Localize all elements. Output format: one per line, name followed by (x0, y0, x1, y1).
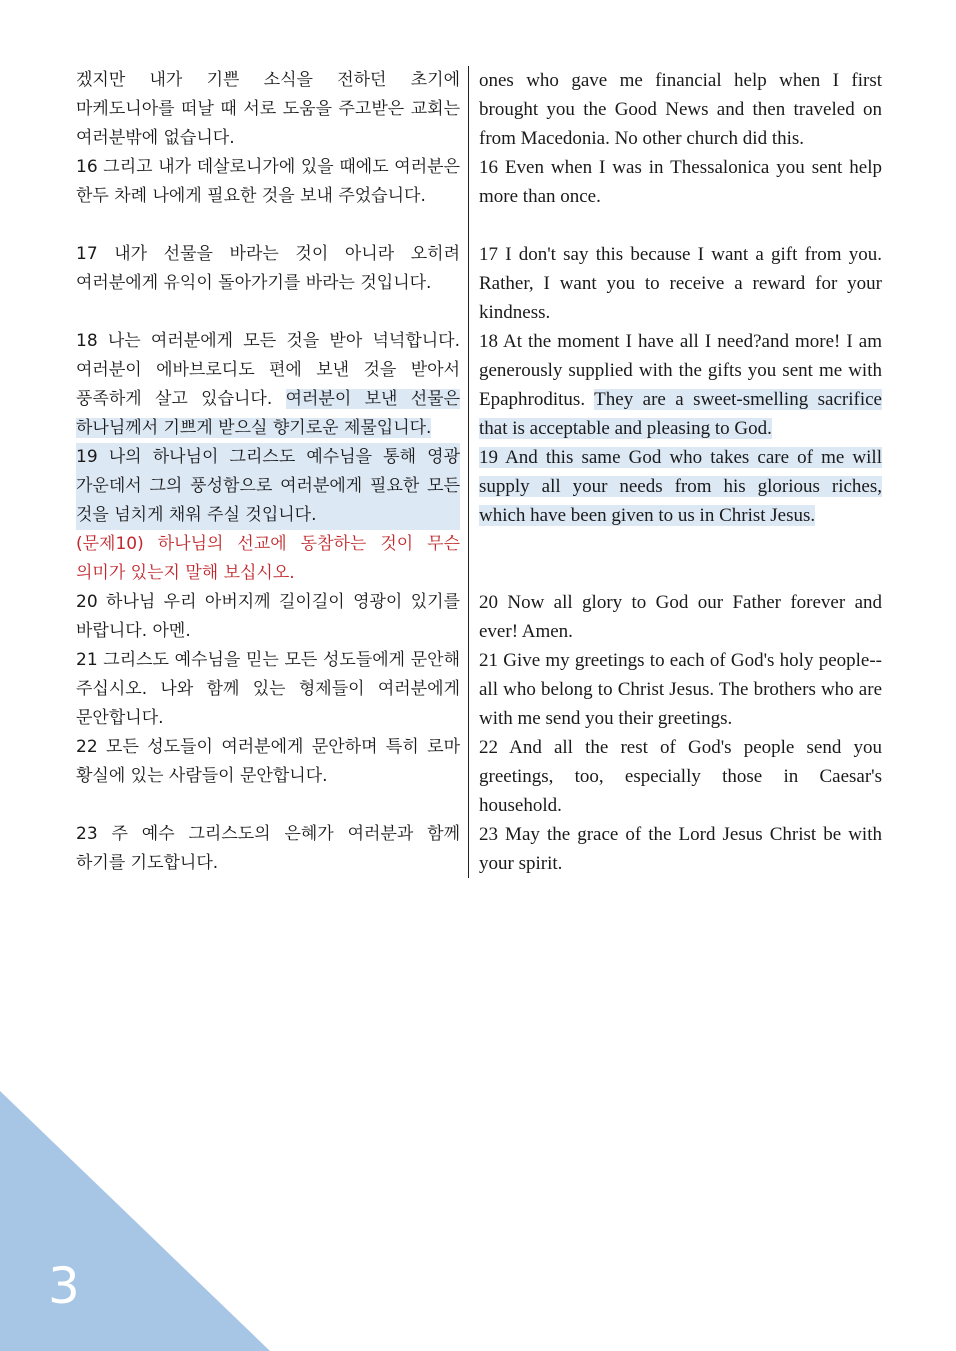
english-text: 23 May the grace of the Lord Jesus Christ be with your spirit. (468, 820, 882, 878)
verse-pair-21 (76, 646, 882, 733)
verse-pair-23 (76, 820, 882, 878)
verse-pair-17 (76, 240, 882, 327)
blank-line (479, 530, 882, 559)
highlighted-text: 19 And this same God who takes care of me will supply all your needs from his glorious riches, which have been given to us in Christ Jesus. (479, 447, 882, 526)
english-text: ones who gave me financial help when I first brought you the Good News and then traveled on from Macedonia. No other church did this. (468, 66, 882, 153)
verse-pair-18-19 (76, 327, 882, 588)
verse-18-text: 18 나는 여러분에게 모든 것을 받아 넉넉합니다. 여러분이 에바브로디도 편에 보낸 것을 받아서 풍족하게 살고 있습니다. (76, 331, 460, 409)
korean-text: 겠지만 내가 기쁜 소식을 전하던 초기에 마케도니아를 떠날 때 서로 도움을 주고받은 교회는 여러분밖에 없습니다. (76, 70, 460, 148)
verse-18-text: 18 At the moment I have all I need?and more! I am generously supplied with the gifts you sent me with Epaphroditus. (479, 331, 882, 410)
korean-text: 16 그리고 내가 데살로니가에 있을 때에도 여러분은 한두 차례 나에게 필요한 것을 보내 주었습니다. (76, 157, 460, 206)
english-text (468, 327, 882, 588)
bilingual-text (76, 66, 882, 878)
question-10: (문제10) 하나님의 선교에 동참하는 것이 무슨 의미가 있는지 말해 보십시오. (76, 534, 460, 583)
english-text: 21 Give my greetings to each of God's holy people--all who belong to Christ Jesus. The brothers who are with me send you their greetings. (468, 646, 882, 733)
verse-pair-15 (76, 66, 882, 153)
korean-text: 22 모든 성도들이 여러분에게 문안하며 특히 로마 황실에 있는 사람들이 문안합니다. (76, 737, 460, 786)
verse-19-text (479, 443, 882, 530)
english-text: 17 I don't say this because I want a gift from you. Rather, I want you to receive a reward for your kindness. (468, 240, 882, 327)
page-number: 3 (48, 1257, 80, 1315)
highlighted-text: 여러분이 보낸 선물은 하나님께서 기쁘게 받으실 향기로운 제물입니다. (76, 389, 461, 438)
highlighted-text: They are a sweet-smelling sacrifice that is acceptable and pleasing to God. (479, 389, 882, 439)
verse-pair-20 (76, 588, 882, 646)
korean-text: 20 하나님 우리 아버지께 길이길이 영광이 있기를 바랍니다. 아멘. (76, 592, 460, 641)
korean-text (76, 327, 468, 588)
corner-triangle (0, 1091, 270, 1351)
korean-text: 17 내가 선물을 바라는 것이 아니라 오히려 여러분에게 유익이 돌아가기를 바라는 것입니다. (76, 244, 460, 293)
verse-pair-22 (76, 733, 882, 820)
verse-19-text: 19 나의 하나님이 그리스도 예수님을 통해 영광 가운데서 그의 풍성함으로 여러분에게 필요한 모든 것을 넘치게 채워 주실 것입니다. (76, 443, 460, 530)
verse-pair-16 (76, 153, 882, 240)
korean-text: 21 그리스도 예수님을 믿는 모든 성도들에게 문안해 주십시오. 나와 함께 있는 형제들이 여러분에게 문안합니다. (76, 650, 460, 728)
english-text: 20 Now all glory to God our Father forever and ever! Amen. (468, 588, 882, 646)
english-text: 22 And all the rest of God's people send you greetings, too, especially those in Caesar's household. (468, 733, 882, 820)
english-text: 16 Even when I was in Thessalonica you sent help more than once. (468, 153, 882, 240)
korean-text: 23 주 예수 그리스도의 은혜가 여러분과 함께 하기를 기도합니다. (76, 824, 460, 873)
